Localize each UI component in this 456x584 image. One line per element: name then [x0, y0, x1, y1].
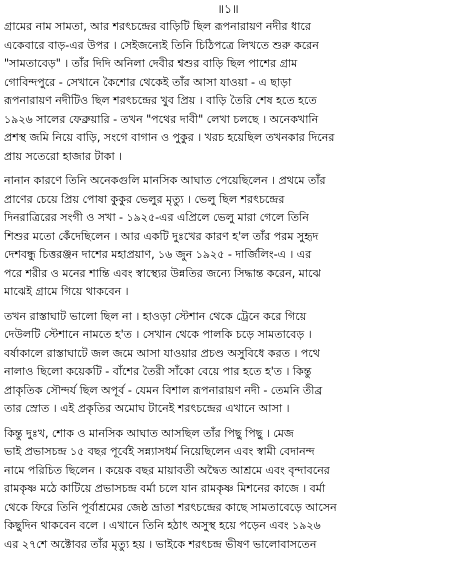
text-line: দেশবন্ধু চিত্তরঞ্জন দাশের মহাপ্রয়াণ, ১৬ জুন ১৯২৫ - দার্জিলিং-এ । এর [4, 248, 312, 261]
text-line: ১৯২৬ সালের ফেব্রুয়ারি - তখন "পথের দাবী" লেখা চলছে । অনেকখানি [4, 112, 319, 126]
text-line: প্রায় সতেরো হাজার টাকা । [4, 149, 123, 163]
text-line: প্রাণের চেয়ে প্রিয় পোষা কুকুর ভেলুর মৃত্যু । ভেলু ছিল শরৎচন্দ্রের [4, 192, 285, 206]
text-line: থেকে ফিরে তিনি পূর্বাশ্রমের জেষ্ঠ ভ্রাতা শরৎচন্দ্রের কাছে সামতাবেড়ে আসেন [4, 500, 337, 514]
text-line: দেউলটি স্টেশানে নামতে হ'ত । সেখান থেকে পালকি চড়ে সামতাবেড় । [4, 328, 312, 341]
page-number: ॥১॥ [217, 2, 239, 16]
text-line: প্রাকৃতিক সৌন্দর্য ছিল অপূর্ব - যেমন বিশাল রূপনারায়ণ নদী - তেমনি তীব্র [4, 383, 323, 397]
text-line: নানান কারণে তিনি অনেকগুলি মানসিক আঘাত পেয়েছিলেন । প্রথমে তাঁর [4, 174, 326, 187]
text-line: দিনরাত্রিরের সংগী ও সখা - ১৯২৫-এর এপ্রিলে ভেলু মারা গেলে তিনি [4, 211, 309, 224]
text-line: রামকৃষ্ণ মঠে কাটিয়ে প্রভাসচন্দ্র বর্মা চলে যান রামকৃষ্ণ মিশনের কাজে । বর্মা [4, 482, 326, 495]
text-line: মাঝেই গ্রামে গিয়ে থাকবেন । [4, 285, 129, 298]
text-line: গ্রামের নাম সামতা, আর শরৎচন্দ্রের বাড়িটি ছিল রূপনারায়ণ নদীর ধারে [4, 20, 311, 33]
text-line: কিছুদিন থাকবেন বলে । এখানে তিনি হঠাৎ অসুস্থ হয়ে পড়েন এবং ১৯২৬ [4, 519, 321, 532]
text-line: ভাই প্রভাসচন্দ্র ১৫ বছর পূর্বেই সন্ন্যাসধর্ম নিয়েছিলেন এবং স্বামী বেদানন্দ [4, 445, 315, 458]
paragraph-3 [4, 308, 452, 419]
paragraph-2 [4, 172, 452, 302]
text-line: একেবারে বাড়-এর উপর । সেইজন্যেই তিনি চিঠিপত্রে লিখতে শুরু করেন [4, 38, 319, 52]
text-line: প্রশস্থ জমি নিয়ে বাড়ি, সংগে বাগান ও পুকুর । খরচ হয়েছিল তখনকার দিনের [4, 131, 335, 144]
text-line: কিন্তু দুঃখ, শোক ও মানসিক আঘাত আসছিল তাঁর পিছু পিছু । মেজ [4, 426, 294, 440]
text-line: পরে শরীর ও মনের শান্তি এবং স্বাস্থ্যের উন্নতির জন্যে সিদ্ধান্ত করেন, মাঝে [4, 266, 321, 280]
text-line: রূপনারায়ণ নদীটিও ছিল শরৎচন্দ্রের খুব প্রিয় । বাড়ি তৈরি শেষ হতে হতে [4, 94, 317, 107]
text-line: বর্ষাকালে রাস্তাঘাটে জল জমে আসা যাওয়ার প্রচণ্ড অসুবিধে করত । পথে [4, 346, 320, 360]
text-line: এর ২৭শে অক্টোবর তাঁর মৃত্যু হয় । ভাইকে শরৎচন্দ্র ভীষণ ভালোবাসতেন [4, 537, 317, 551]
paragraph-4 [4, 425, 452, 555]
text-line: "সামতাবেড়" । তাঁর দিদি অনিলা দেবীর শ্বশুর বাড়ি ছিল পাশের গ্রাম [4, 57, 298, 70]
text-line: গোবিন্দপুরে - সেখানে কৈশোর থেকেই তাঁর আসা যাওয়া - এ ছাড়া [4, 75, 292, 89]
text-line: শিশুর মতো কেঁদেছিলেন । আর একটি দুঃখের কারণ হ'ল তাঁর পরম সুহৃদ [4, 229, 319, 243]
text-line: নালাও ছিলো কয়েকটি - বাঁশের তৈরী সাঁকো বেয়ে পার হতে হ'ত । কিন্তু [4, 365, 312, 378]
text-line: তখন রাস্তাঘাট ভালো ছিল না । হাওড়া স্টেশান থেকে ট্রেনে করে গিয়ে [4, 309, 307, 323]
text-line: নামে পরিচিত ছিলেন । কয়েক বছর মায়াবতী অদ্বৈত আশ্রমে এবং বৃন্দাবনের [4, 463, 330, 477]
paragraph-1 [4, 18, 452, 166]
text-line: তার স্রোত । এই প্রকৃতির অমোঘ টানেই শরৎচন্দ্রের এখানে আসা । [4, 402, 290, 415]
